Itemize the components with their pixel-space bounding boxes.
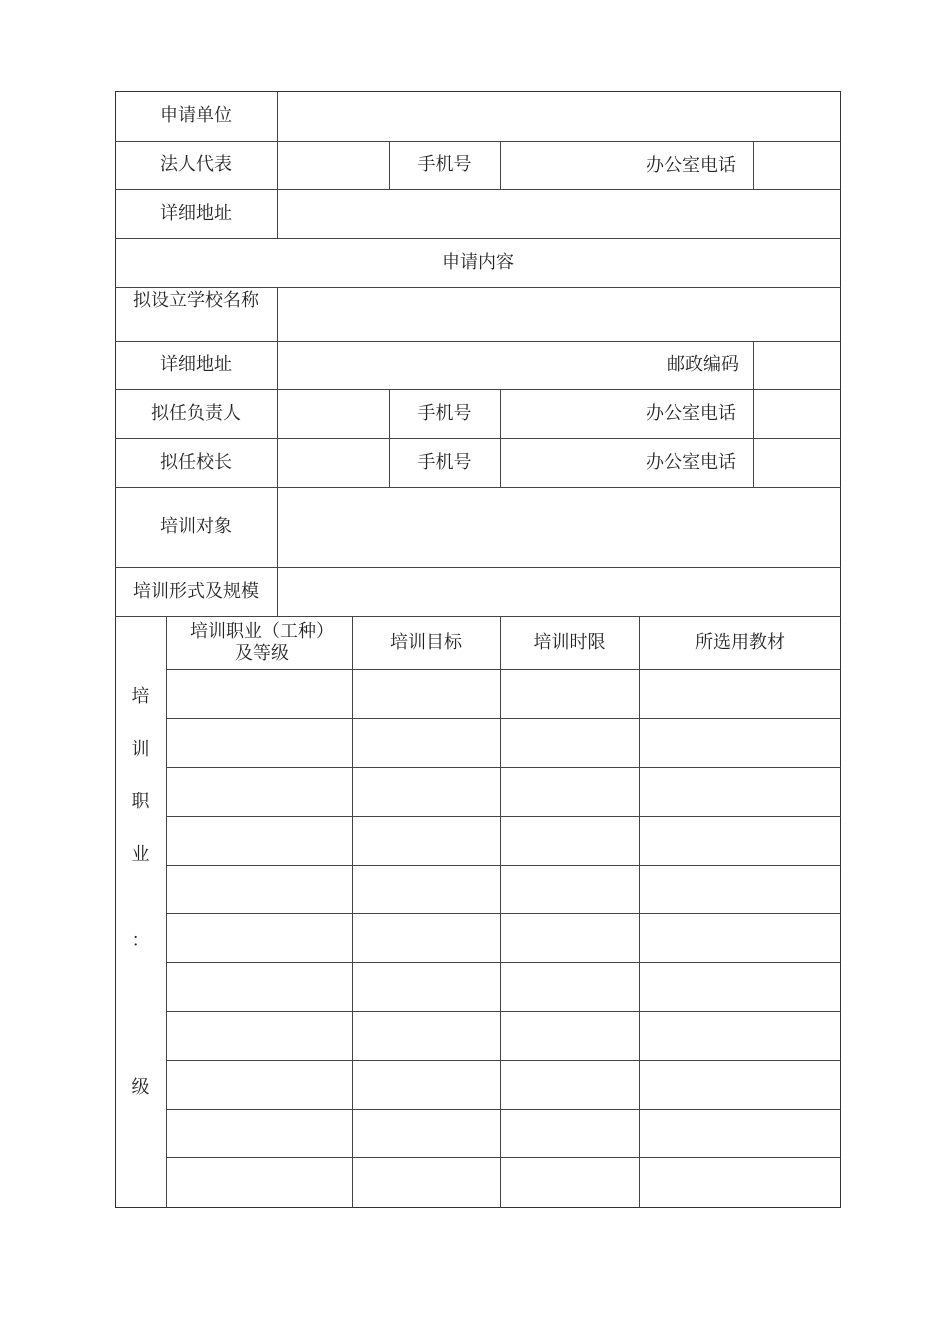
table-cell[interactable] (640, 1012, 840, 1060)
table-cell[interactable] (501, 914, 639, 962)
legal-rep-label: 法人代表 (160, 154, 232, 175)
mobile-label: 手机号 (417, 451, 472, 473)
principal-in-charge-field[interactable] (278, 390, 389, 438)
table-cell[interactable] (167, 817, 352, 865)
side-label-char: ： (131, 930, 150, 951)
side-label-char: 级 (131, 1077, 150, 1098)
table-cell[interactable] (501, 866, 639, 913)
table-cell[interactable] (167, 1061, 352, 1109)
table-cell[interactable] (353, 817, 500, 865)
office-phone-field[interactable] (754, 142, 840, 189)
training-form-label: 培训形式及规模 (133, 580, 259, 602)
side-label-char: 业 (131, 844, 150, 865)
table-cell[interactable] (501, 1012, 639, 1060)
table-cell[interactable] (167, 1158, 352, 1208)
school-name-label: 拟设立学校名称 (133, 290, 259, 311)
table-cell[interactable] (353, 914, 500, 962)
mobile-label: 手机号 (417, 402, 472, 424)
table-cell[interactable] (353, 1061, 500, 1109)
table-cell[interactable] (167, 1110, 352, 1157)
side-label-char: 职 (131, 791, 150, 812)
table-cell[interactable] (167, 768, 352, 816)
section-title: 申请内容 (442, 251, 514, 273)
table-cell[interactable] (501, 768, 639, 816)
table-cell[interactable] (353, 963, 500, 1011)
table-cell[interactable] (640, 866, 840, 913)
table-cell[interactable] (501, 1158, 639, 1208)
table-cell[interactable] (640, 963, 840, 1011)
table-cell[interactable] (640, 914, 840, 962)
table-cell[interactable] (353, 1110, 500, 1157)
table-cell[interactable] (353, 768, 500, 816)
postcode-label: 邮政编码 (667, 354, 739, 375)
table-cell[interactable] (501, 963, 639, 1011)
mobile-label: 手机号 (417, 154, 472, 175)
table-cell[interactable] (640, 817, 840, 865)
training-target-label: 培训对象 (160, 516, 232, 537)
table-cell[interactable] (640, 719, 840, 767)
header-textbook: 所选用教材 (695, 631, 785, 653)
table-cell[interactable] (640, 1158, 840, 1208)
table-cell[interactable] (353, 1012, 500, 1060)
principal-label: 拟任校长 (160, 451, 232, 473)
table-cell[interactable] (640, 1110, 840, 1157)
table-cell[interactable] (640, 768, 840, 816)
table-cell[interactable] (167, 914, 352, 962)
table-cell[interactable] (167, 866, 352, 913)
office-phone-label: 办公室电话 (646, 403, 736, 424)
legal-rep-field[interactable] (278, 142, 389, 189)
mobile-field[interactable] (501, 390, 641, 438)
table-cell[interactable] (501, 1061, 639, 1109)
table-cell[interactable] (353, 1158, 500, 1208)
table-cell[interactable] (501, 670, 639, 718)
table-cell[interactable] (167, 670, 352, 718)
side-label-char: 培 (131, 686, 150, 707)
side-label-char: 训 (131, 739, 150, 760)
applicant-unit-label: 申请单位 (160, 105, 232, 126)
mobile-field[interactable] (501, 142, 641, 189)
applicant-address-field[interactable] (278, 190, 840, 238)
table-cell[interactable] (167, 1012, 352, 1060)
table-cell[interactable] (353, 670, 500, 718)
table-cell[interactable] (167, 719, 352, 767)
table-cell[interactable] (501, 719, 639, 767)
principal-field[interactable] (278, 439, 389, 487)
postcode-field[interactable] (754, 342, 840, 389)
table-cell[interactable] (501, 1110, 639, 1157)
table-cell[interactable] (640, 1061, 840, 1109)
header-occupation: 培训职业（工种）及等级 (190, 620, 334, 664)
table-cell[interactable] (640, 670, 840, 718)
applicant-unit-field[interactable] (278, 92, 840, 141)
school-name-field[interactable] (278, 288, 840, 341)
school-address-label: 详细地址 (160, 354, 232, 375)
office-phone-label: 办公室电话 (646, 154, 736, 176)
table-cell[interactable] (167, 963, 352, 1011)
applicant-address-label: 详细地址 (160, 202, 232, 224)
principal-in-charge-label: 拟任负责人 (151, 402, 241, 424)
header-training-duration: 培训时限 (533, 631, 606, 653)
header-training-goal: 培训目标 (390, 631, 462, 653)
training-form-field[interactable] (278, 568, 840, 616)
training-target-field[interactable] (278, 488, 840, 567)
office-phone-label: 办公室电话 (646, 452, 736, 473)
table-cell[interactable] (353, 866, 500, 913)
table-cell[interactable] (501, 817, 639, 865)
mobile-field[interactable] (501, 439, 641, 487)
table-cell[interactable] (353, 719, 500, 767)
office-phone-field[interactable] (754, 439, 840, 487)
office-phone-field[interactable] (754, 390, 840, 438)
